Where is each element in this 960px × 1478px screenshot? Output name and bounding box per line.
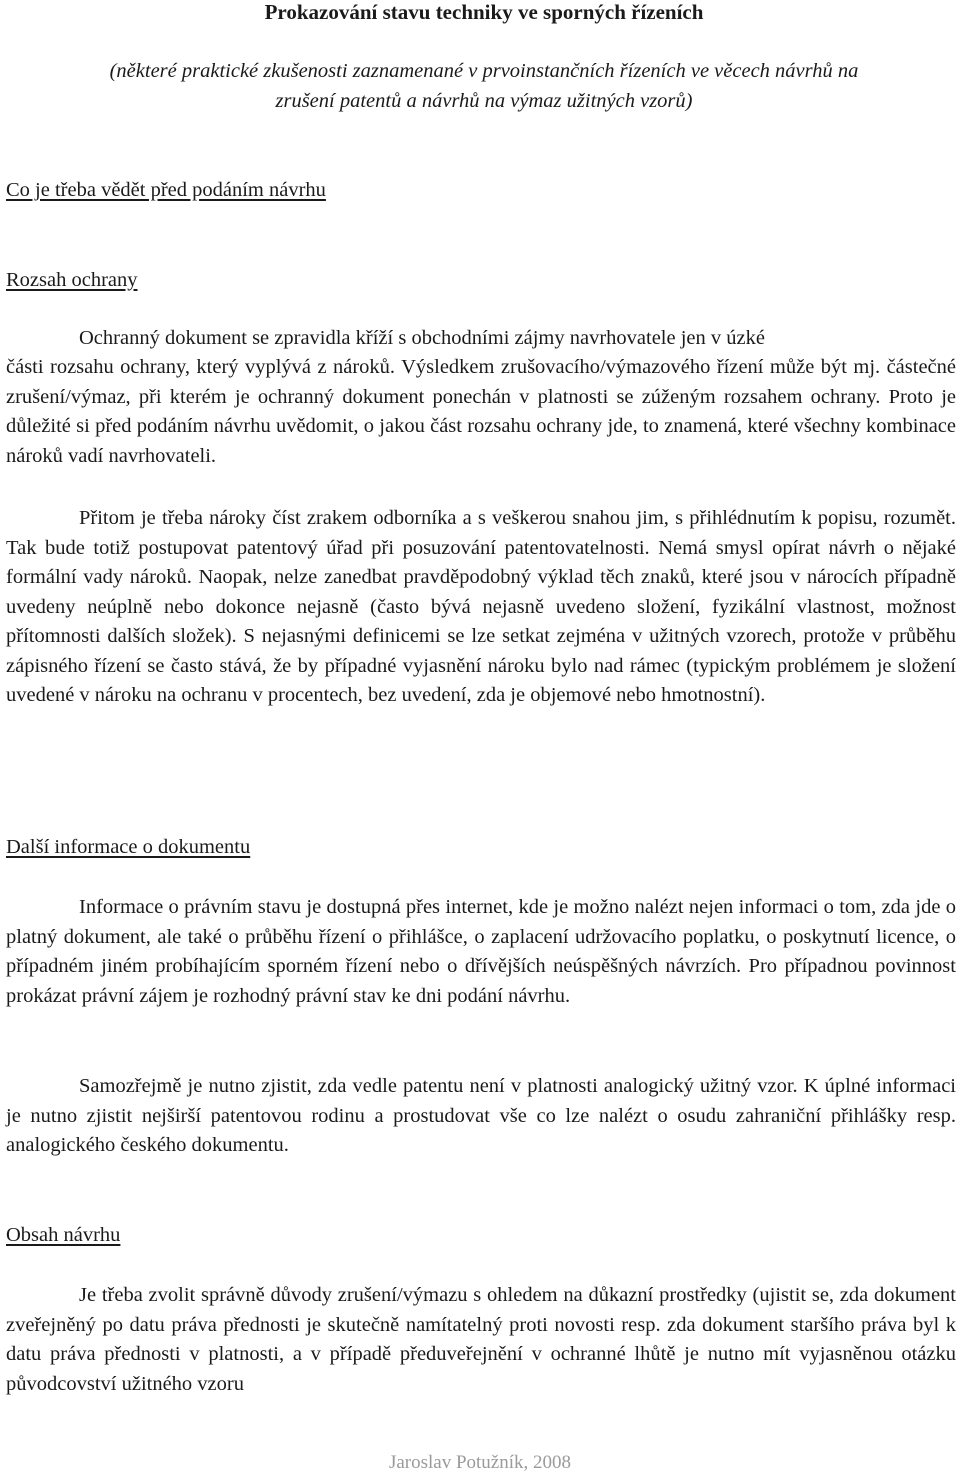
- paragraph-scope-2: Přitom je třeba nároky číst zrakem odborníka a s veškerou snahou jim, s přihlédnutím k popisu, rozumět. Tak bude totiž postupovat patentový úřad při posuzování patentovatelnosti. Nemá smysl opírat návrh o nějaké formální vady nároků. Naopak, nelze zanedbat pravděpodobný výklad těch znaků, které jsou v nárocích případně uvedeny neúplně nebo dokonce nejasně (často bývá nejasně uvedeno složení, fyzikální vlastnost, možnost přítomnosti dalších složek). S nejasnými definicemi se lze setkat zejména v užitných vzorech, protože v průběhu zápisného řízení se často stává, že by případné vyjasnění nároku bylo nad rámec (typickým problémem je složení uvedené v nároku na ochranu v procentech, bez uvedení, zda je objemové nebo hmotnostní).: [6, 507, 956, 706]
- paragraph-further-info-2: Samozřejmě je nutno zjistit, zda vedle patentu není v platnosti analogický užitný vzor. K úplné informaci je nutno zjistit nejširší patentovou rodinu a prostudovat vše co lze nalézt o osudu zahraniční přihlášky resp. analogického českého dokumentu.: [6, 1075, 956, 1156]
- section-heading-further-info: Další informace o dokumentu: [6, 836, 251, 858]
- subtitle-line-2: zrušení patentů a návrhů na výmaz užitných vzorů): [275, 90, 693, 112]
- paragraph-content-1: Je třeba zvolit správně důvody zrušení/výmazu s ohledem na důkazní prostředky (ujistit se, zda dokument zveřejněný po datu práva přednosti je skutečně namítatelný proti novosti resp. zda dokument staršího práva byl k datu práva přednosti v platnosti, a v případě předuveřejnění v ochranné lhůtě je nutno mít vyjasněnou otázku původcovství užitného vzoru: [6, 1284, 956, 1395]
- paragraph-scope-1-rest: části rozsahu ochrany, který vyplývá z nároků. Výsledkem zrušovacího/výmazového řízení může být mj. částečné zrušení/výmaz, při kterém je ochranný dokument ponechán v platnosti se zúženým rozsahem ochrany. Proto je důležité si před podáním návrhu uvědomit, o jakou část rozsahu ochrany jde, to znamená, které všechny kombinace nároků vadí navrhovateli.: [6, 356, 956, 467]
- section-heading-before-filing: Co je třeba vědět před podáním návrhu: [6, 179, 326, 201]
- section-heading-content-of-proposal: Obsah návrhu: [6, 1224, 121, 1246]
- page-footer: Jaroslav Potužník, 2008: [388, 1452, 572, 1473]
- document-subtitle: [0, 56, 960, 116]
- subtitle-line-1: (některé praktické zkušenosti zaznamenané v prvoinstančních řízeních ve věcech návrhů na: [109, 60, 859, 82]
- document-title: Prokazování stavu techniky ve sporných řízeních: [264, 0, 704, 24]
- section-heading-scope-of-protection: Rozsah ochrany: [6, 269, 138, 291]
- paragraph-further-info-1: Informace o právním stavu je dostupná přes internet, kde je možno nalézt nejen informaci o tom, zda jde o platný dokument, ale také o průběhu řízení o přihlášce, o zaplacení udržovacího poplatku, o poskytnutí licence, o případném jiném probíhajícím sporném řízení nebo o dřívějších neúspěšných návrzích. Pro případnou povinnost prokázat právní zájem je rozhodný právní stav ke dni podání návrhu.: [6, 896, 956, 1007]
- paragraph-scope-1-first-line: Ochranný dokument se zpravidla kříží s obchodními zájmy navrhovatele jen v úzké: [79, 327, 765, 349]
